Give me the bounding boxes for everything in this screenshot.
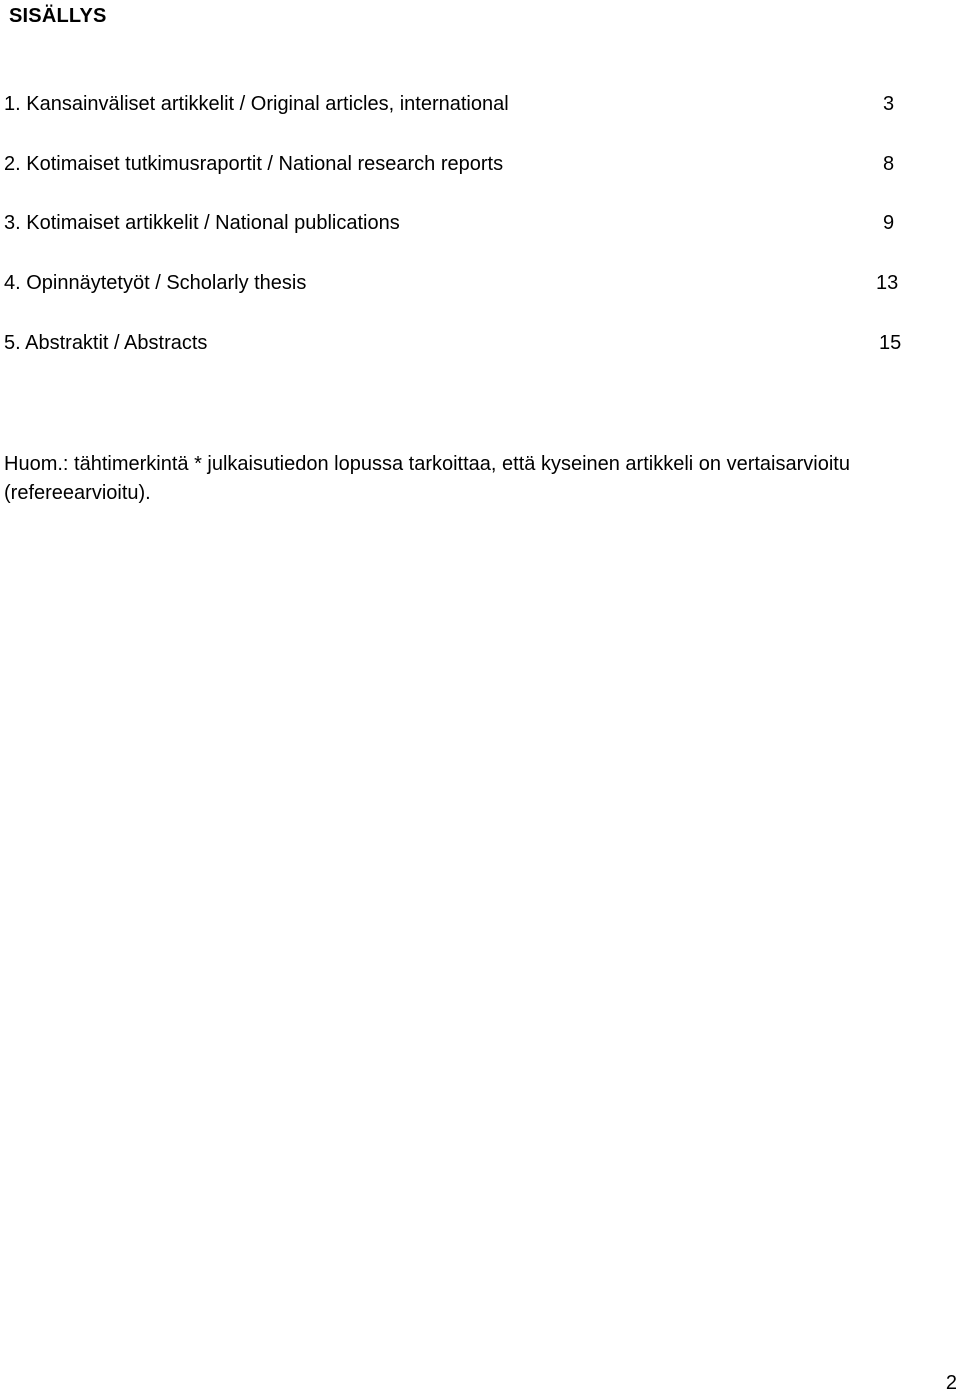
page-number: 2 xyxy=(945,1372,957,1394)
toc-entry-page: 3 xyxy=(883,93,895,115)
toc-entry-label: 3. Kotimaiset artikkelit / National publications xyxy=(4,212,400,234)
toc-entry xyxy=(4,331,924,355)
toc-entry-page: 9 xyxy=(883,212,895,234)
toc-entry-label: 4. Opinnäytetyöt / Scholarly thesis xyxy=(4,272,307,294)
toc-entry xyxy=(4,92,924,116)
toc-entry-label: 2. Kotimaiset tutkimusraportit / National research reports xyxy=(4,153,504,175)
page-title: SISÄLLYS xyxy=(9,5,107,27)
toc-entry xyxy=(4,211,924,235)
toc-entry-page: 8 xyxy=(883,153,895,175)
footnote: Huom.: tähtimerkintä * julkaisutiedon lopussa tarkoittaa, että kyseinen artikkeli on vertaisarvioitu (refereearvioitu). xyxy=(4,453,850,504)
toc-entry xyxy=(4,271,924,295)
toc-entry-page: 13 xyxy=(876,272,899,294)
toc-entry-page: 15 xyxy=(879,332,902,354)
toc-entry-label: 5. Abstraktit / Abstracts xyxy=(4,332,208,354)
toc-entry-label: 1. Kansainväliset artikkelit / Original articles, international xyxy=(4,93,509,115)
toc-entry xyxy=(4,152,924,176)
